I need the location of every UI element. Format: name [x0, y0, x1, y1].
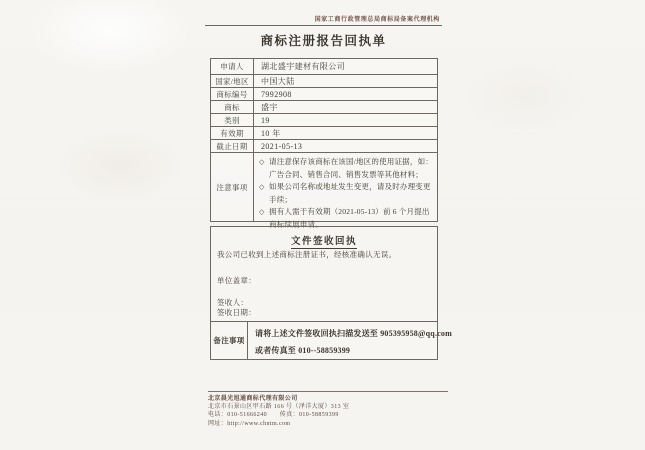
- notes-list: [254, 153, 437, 229]
- footer-phone-fax: 电话：010-51666240 传真：010-58859399: [208, 412, 339, 419]
- footer-website: 网址：http://www.chntm.com: [208, 420, 291, 427]
- remark-line-2: 或者传真至 010--58859399: [255, 346, 351, 355]
- table-row: [211, 101, 437, 114]
- note-text: 如果公司名称或地址发生变更，请及时办理变更手续；: [269, 182, 431, 204]
- receipt-title-text: 文件签收回执: [290, 237, 357, 247]
- row-value: 7992908: [261, 89, 292, 99]
- table-row: [211, 88, 437, 101]
- note-item: [259, 156, 433, 181]
- row-value: 湖北盛宇建材有限公司: [261, 62, 345, 71]
- row-value: 2021-05-13: [261, 141, 303, 151]
- note-text: 请注意保存该商标在该国/地区的使用证据，如：广告合同、销售合同、销售发票等其他材料；: [269, 157, 433, 179]
- table-row: [211, 114, 437, 127]
- row-label: 有效期: [211, 127, 254, 139]
- table-row: [211, 75, 437, 88]
- footer-address: 北京市石景山区甲石路 166 号（泽洋大厦）313 室: [208, 404, 350, 411]
- table-row: [211, 59, 437, 75]
- agency-footer: [208, 391, 448, 428]
- row-label: 注意事项: [211, 153, 254, 221]
- trademark-info-table: [210, 58, 438, 229]
- row-label: 类别: [211, 114, 254, 126]
- row-label: 国家/地区: [211, 75, 254, 87]
- note-item: [259, 181, 433, 206]
- receipt-statement: 我公司已收到上述商标注册证书，经核准确认无误。: [217, 250, 397, 259]
- remark-line-1: 请将上述文件签收回执扫描发送至 905395958@qq.com: [255, 329, 452, 338]
- row-value: 10 年: [261, 128, 281, 138]
- stamp-label: 单位盖章：: [217, 276, 256, 285]
- remark-row: [211, 322, 452, 359]
- receipt-section: [210, 226, 452, 360]
- row-label: 申请人: [211, 59, 254, 74]
- signer-label: 签收人：: [217, 298, 249, 307]
- row-value: 盛宇: [261, 102, 278, 112]
- remark-label: 备注事项: [211, 322, 248, 359]
- receipt-title: [211, 233, 437, 247]
- row-value: 19: [261, 115, 270, 125]
- note-text: 拥有人需于有效期（2021-05-13）前 6 个月提出商标续展申请。: [269, 207, 430, 229]
- diamond-bullet-icon: ◇: [259, 208, 265, 216]
- table-row: [211, 127, 437, 140]
- row-label: 商标: [211, 101, 254, 113]
- diamond-bullet-icon: ◇: [259, 183, 265, 191]
- remark-value: [248, 322, 452, 359]
- footer-company: 北京晨光旭通商标代理有限公司: [208, 396, 298, 402]
- receipt-main-area: [211, 227, 437, 322]
- sign-date-label: 签收日期：: [217, 308, 256, 317]
- row-label: 截止日期: [211, 140, 254, 152]
- agency-note: 国家工商行政管理总局商标局备案代理机构: [314, 17, 440, 23]
- header-divider-line: [205, 25, 442, 26]
- table-row: [211, 140, 437, 153]
- row-value: 中国大陆: [261, 76, 295, 86]
- diamond-bullet-icon: ◇: [259, 158, 265, 166]
- notes-row: [211, 153, 437, 229]
- row-label: 商标编号: [211, 88, 254, 100]
- page-title: 商标注册报告回执单: [260, 34, 387, 48]
